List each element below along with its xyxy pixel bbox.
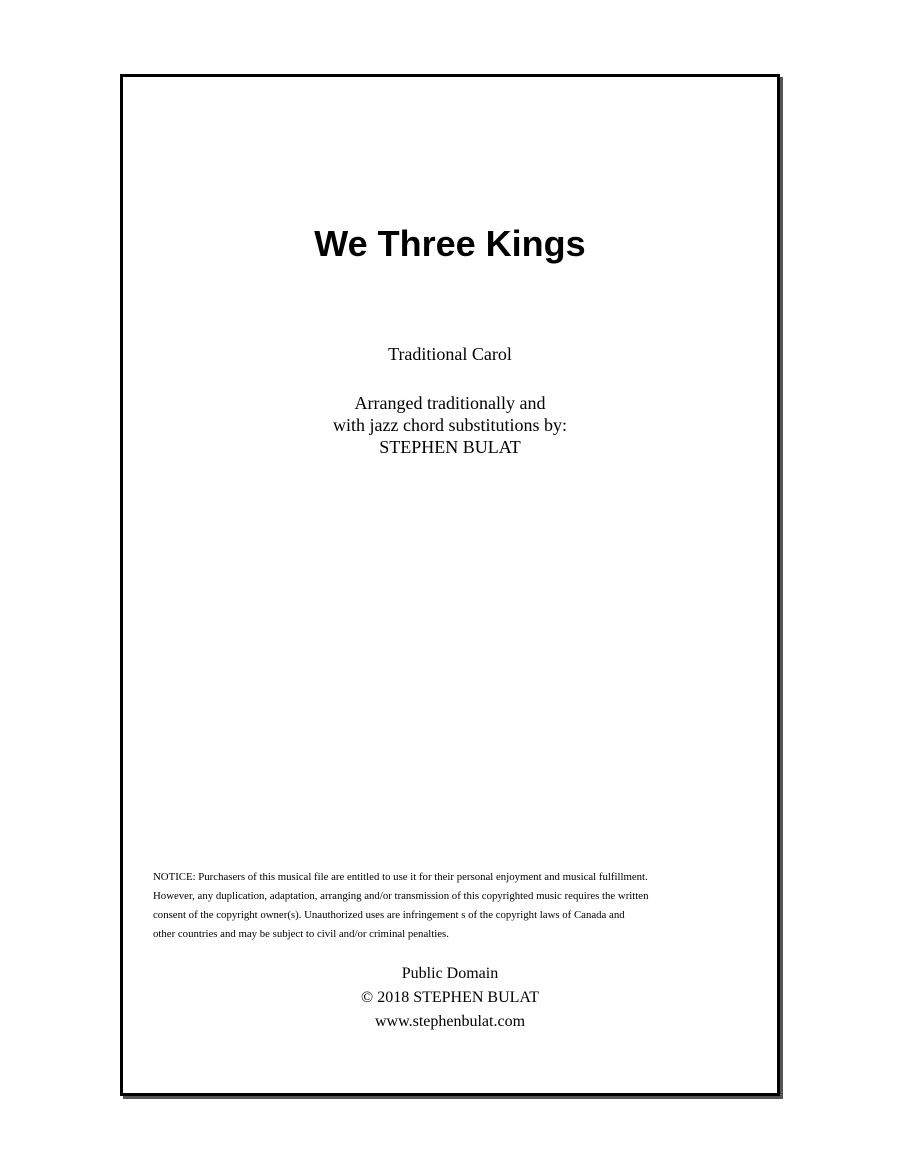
composer-credit: Traditional Carol — [388, 344, 512, 364]
notice-line-3: consent of the copyright owner(s). Unauthorized uses are infringement s of the copyright laws of Canada and — [153, 909, 625, 921]
notice-line-2: However, any duplication, adaptation, arranging and/or transmission of this copyrighted music requires the written — [153, 890, 649, 902]
notice-line-4: other countries and may be subject to civil and/or criminal penalties. — [153, 928, 449, 940]
arranger-name: STEPHEN BULAT — [379, 437, 521, 457]
arrangement-line-1: Arranged traditionally and — [354, 393, 546, 413]
copyright-line: © 2018 STEPHEN BULAT — [361, 989, 539, 1006]
arrangement-line-2: with jazz chord substitutions by: — [333, 415, 567, 435]
footer — [0, 962, 900, 1034]
rights-status: Public Domain — [401, 965, 499, 982]
copyright-notice — [153, 868, 793, 944]
arranger-credit — [0, 392, 900, 458]
website-link[interactable]: www.stephenbulat.com — [374, 1013, 526, 1030]
notice-line-1: NOTICE: Purchasers of this musical file are entitled to use it for their personal enjoyment and musical fulfillment. — [153, 871, 648, 883]
page-title: We Three Kings — [314, 223, 586, 264]
